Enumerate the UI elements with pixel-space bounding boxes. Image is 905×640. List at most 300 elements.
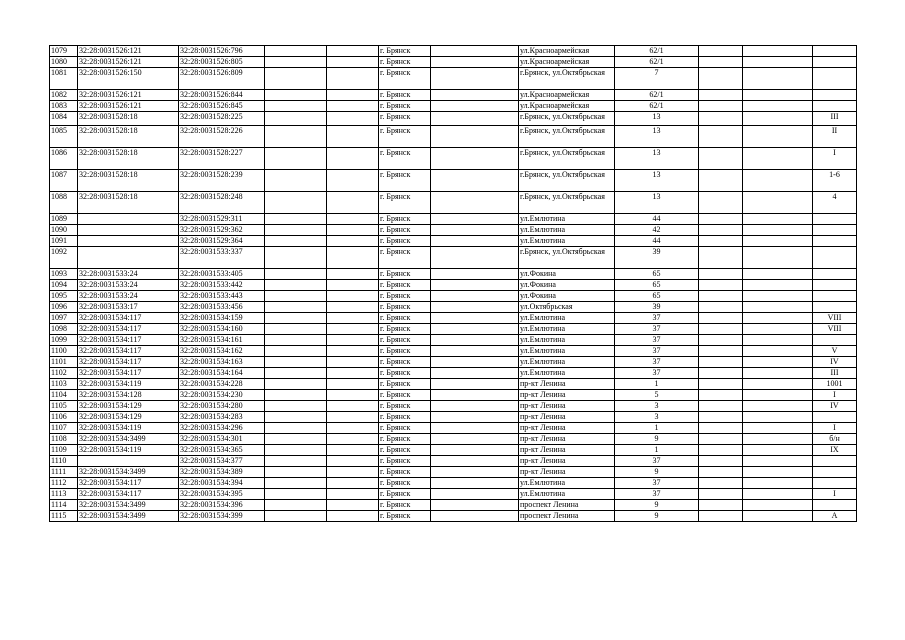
table-cell: 32:28:0031533:24: [78, 280, 179, 291]
table-row: [50, 434, 857, 445]
table-cell: [265, 90, 327, 101]
table-cell: [327, 357, 379, 368]
table-row: [50, 126, 857, 148]
table-cell: [699, 357, 743, 368]
table-cell: 32:28:0031528:248: [179, 192, 265, 214]
table-cell: г. Брянск: [379, 368, 431, 379]
table-cell: [431, 225, 519, 236]
table-cell: 1104: [50, 390, 78, 401]
table-cell: [265, 401, 327, 412]
table-cell: 1109: [50, 445, 78, 456]
table-cell: [813, 412, 857, 423]
table-cell: [327, 112, 379, 126]
table-cell: 32:28:0031526:121: [78, 101, 179, 112]
table-cell: [265, 456, 327, 467]
table-cell: [699, 489, 743, 500]
table-cell: [699, 170, 743, 192]
table-cell: 1086: [50, 148, 78, 170]
table-cell: [699, 478, 743, 489]
table-cell: пр-кт Ленина: [519, 445, 615, 456]
table-cell: 32:28:0031528:18: [78, 192, 179, 214]
table-cell: г. Брянск: [379, 456, 431, 467]
table-cell: 1107: [50, 423, 78, 434]
table-cell: [699, 423, 743, 434]
table-cell: 37: [615, 346, 699, 357]
table-cell: 1099: [50, 335, 78, 346]
table-cell: 37: [615, 335, 699, 346]
table-cell: [743, 247, 813, 269]
table-cell: [265, 280, 327, 291]
table-cell: 65: [615, 291, 699, 302]
table-cell: [327, 57, 379, 68]
table-cell: [743, 489, 813, 500]
table-cell: 1101: [50, 357, 78, 368]
table-cell: [265, 148, 327, 170]
table-cell: 37: [615, 324, 699, 335]
table-cell: 13: [615, 170, 699, 192]
table-cell: [327, 412, 379, 423]
table-cell: г. Брянск: [379, 445, 431, 456]
table-cell: [431, 423, 519, 434]
table-cell: 32:28:0031533:456: [179, 302, 265, 313]
table-cell: [265, 302, 327, 313]
table-cell: пр-кт Ленина: [519, 467, 615, 478]
table-cell: [431, 368, 519, 379]
table-cell: [699, 214, 743, 225]
table-cell: [813, 236, 857, 247]
table-cell: 1084: [50, 112, 78, 126]
table-cell: г. Брянск: [379, 379, 431, 390]
table-cell: г. Брянск: [379, 46, 431, 57]
table-cell: пр-кт Ленина: [519, 401, 615, 412]
table-cell: [78, 214, 179, 225]
table-cell: 32:28:0031526:805: [179, 57, 265, 68]
table-cell: [743, 478, 813, 489]
table-cell: 32:28:0031526:809: [179, 68, 265, 90]
table-cell: г. Брянск: [379, 390, 431, 401]
table-cell: 32:28:0031529:364: [179, 236, 265, 247]
table-cell: ул.Фокина: [519, 269, 615, 280]
table-cell: [743, 467, 813, 478]
table-cell: [699, 401, 743, 412]
table-cell: 1083: [50, 101, 78, 112]
table-cell: [431, 68, 519, 90]
table-cell: [699, 236, 743, 247]
table-cell: [265, 379, 327, 390]
table-cell: [265, 412, 327, 423]
table-cell: [265, 236, 327, 247]
table-cell: ул.Емлютина: [519, 346, 615, 357]
table-cell: 65: [615, 280, 699, 291]
table-cell: [327, 225, 379, 236]
table-cell: 39: [615, 302, 699, 313]
table-cell: I: [813, 390, 857, 401]
table-cell: 1080: [50, 57, 78, 68]
table-cell: IV: [813, 401, 857, 412]
table-cell: 37: [615, 478, 699, 489]
table-cell: [327, 324, 379, 335]
table-row: [50, 68, 857, 90]
table-cell: [743, 511, 813, 522]
table-cell: 32:28:0031534:280: [179, 401, 265, 412]
table-cell: 32:28:0031534:162: [179, 346, 265, 357]
table-cell: 1115: [50, 511, 78, 522]
table-cell: 32:28:0031526:796: [179, 46, 265, 57]
table-cell: [431, 126, 519, 148]
table-cell: [743, 445, 813, 456]
table-cell: [699, 192, 743, 214]
table-cell: 32:28:0031533:337: [179, 247, 265, 269]
table-cell: [265, 489, 327, 500]
table-cell: ул.Красноармейская: [519, 90, 615, 101]
table-cell: VIII: [813, 324, 857, 335]
table-cell: 32:28:0031526:121: [78, 57, 179, 68]
table-cell: 32:28:0031534:163: [179, 357, 265, 368]
table-cell: [743, 170, 813, 192]
table-cell: 32:28:0031528:18: [78, 112, 179, 126]
table-row: [50, 357, 857, 368]
table-cell: [431, 467, 519, 478]
table-cell: 62/1: [615, 90, 699, 101]
table-cell: ул.Фокина: [519, 291, 615, 302]
table-row: [50, 379, 857, 390]
table-cell: [813, 214, 857, 225]
table-cell: г.Брянск, ул.Октябрьская: [519, 126, 615, 148]
table-cell: 32:28:0031534:129: [78, 412, 179, 423]
table-cell: 39: [615, 247, 699, 269]
table-cell: 32:28:0031528:18: [78, 148, 179, 170]
table-cell: 37: [615, 456, 699, 467]
table-cell: [743, 346, 813, 357]
table-cell: [431, 214, 519, 225]
table-cell: [265, 357, 327, 368]
table-cell: 32:28:0031533:442: [179, 280, 265, 291]
table-cell: ул.Емлютина: [519, 335, 615, 346]
table-cell: 32:28:0031528:18: [78, 126, 179, 148]
table-cell: 32:28:0031534:159: [179, 313, 265, 324]
table-cell: пр-кт Ленина: [519, 456, 615, 467]
table-cell: 1103: [50, 379, 78, 390]
table-cell: г.Брянск, ул.Октябрьская: [519, 148, 615, 170]
table-cell: [813, 57, 857, 68]
table-cell: 1095: [50, 291, 78, 302]
table-row: [50, 57, 857, 68]
table-cell: пр-кт Ленина: [519, 434, 615, 445]
table-cell: 32:28:0031533:24: [78, 291, 179, 302]
table-cell: II: [813, 126, 857, 148]
table-cell: ул.Емлютина: [519, 357, 615, 368]
table-cell: 9: [615, 434, 699, 445]
table-cell: ул.Фокина: [519, 280, 615, 291]
table-row: [50, 302, 857, 313]
table-cell: 32:28:0031534:296: [179, 423, 265, 434]
table-cell: [743, 313, 813, 324]
table-cell: [743, 148, 813, 170]
table-cell: 1097: [50, 313, 78, 324]
table-cell: 32:28:0031534:377: [179, 456, 265, 467]
table-row: [50, 346, 857, 357]
table-row: [50, 112, 857, 126]
table-cell: [78, 225, 179, 236]
table-cell: [431, 247, 519, 269]
table-cell: 9: [615, 500, 699, 511]
table-cell: [431, 489, 519, 500]
table-cell: [699, 280, 743, 291]
table-cell: [265, 434, 327, 445]
table-cell: ул.Красноармейская: [519, 101, 615, 112]
table-cell: г.Брянск, ул.Октябрьская: [519, 170, 615, 192]
table-cell: 32:28:0031534:283: [179, 412, 265, 423]
table-cell: [743, 357, 813, 368]
table-cell: [265, 445, 327, 456]
table-cell: г.Брянск, ул.Октябрьская: [519, 112, 615, 126]
table-cell: 1094: [50, 280, 78, 291]
table-cell: г. Брянск: [379, 511, 431, 522]
table-cell: 32:28:0031533:443: [179, 291, 265, 302]
table-cell: [265, 291, 327, 302]
table-cell: [743, 302, 813, 313]
table-cell: [327, 90, 379, 101]
table-cell: 1: [615, 423, 699, 434]
table-cell: 32:28:0031534:301: [179, 434, 265, 445]
table-cell: [327, 423, 379, 434]
table-cell: I: [813, 148, 857, 170]
table-cell: [431, 280, 519, 291]
table-cell: 32:28:0031533:24: [78, 269, 179, 280]
table-cell: 1001: [813, 379, 857, 390]
table-cell: [265, 269, 327, 280]
table-cell: 1085: [50, 126, 78, 148]
table-row: [50, 236, 857, 247]
table-cell: [78, 456, 179, 467]
table-cell: г. Брянск: [379, 68, 431, 90]
table-cell: [699, 324, 743, 335]
table-cell: 62/1: [615, 101, 699, 112]
table-cell: ул.Емлютина: [519, 225, 615, 236]
table-cell: 32:28:0031534:3499: [78, 434, 179, 445]
table-cell: 32:28:0031534:119: [78, 423, 179, 434]
table-cell: [327, 247, 379, 269]
table-cell: [431, 148, 519, 170]
table-cell: 3: [615, 401, 699, 412]
table-cell: 32:28:0031526:845: [179, 101, 265, 112]
table-cell: 1102: [50, 368, 78, 379]
table-cell: [265, 313, 327, 324]
table-cell: ул.Красноармейская: [519, 46, 615, 57]
table-cell: [743, 423, 813, 434]
table-cell: пр-кт Ленина: [519, 412, 615, 423]
table-cell: 65: [615, 269, 699, 280]
table-cell: [265, 57, 327, 68]
table-cell: 5: [615, 390, 699, 401]
table-cell: [327, 335, 379, 346]
table-cell: [813, 68, 857, 90]
table-cell: [327, 280, 379, 291]
table-cell: [743, 434, 813, 445]
table-cell: [813, 101, 857, 112]
table-cell: 37: [615, 313, 699, 324]
table-cell: ул.Емлютина: [519, 489, 615, 500]
table-cell: 1114: [50, 500, 78, 511]
table-cell: [327, 401, 379, 412]
table-cell: г. Брянск: [379, 478, 431, 489]
table-row: [50, 291, 857, 302]
table-cell: [327, 214, 379, 225]
table-row: [50, 335, 857, 346]
table-cell: г. Брянск: [379, 434, 431, 445]
table-cell: [699, 225, 743, 236]
table-cell: [813, 46, 857, 57]
table-cell: [743, 280, 813, 291]
table-cell: 1081: [50, 68, 78, 90]
table-cell: [265, 225, 327, 236]
table-cell: 1087: [50, 170, 78, 192]
table-cell: [265, 101, 327, 112]
table-cell: 32:28:0031534:117: [78, 324, 179, 335]
table-cell: [743, 401, 813, 412]
table-cell: г. Брянск: [379, 170, 431, 192]
table-cell: [699, 291, 743, 302]
table-cell: [265, 335, 327, 346]
table-row: [50, 445, 857, 456]
table-cell: [699, 57, 743, 68]
table-cell: 62/1: [615, 46, 699, 57]
table-cell: [431, 401, 519, 412]
table-row: [50, 214, 857, 225]
table-row: [50, 101, 857, 112]
table-cell: г. Брянск: [379, 489, 431, 500]
table-cell: 32:28:0031529:311: [179, 214, 265, 225]
table-cell: [265, 324, 327, 335]
table-cell: [431, 478, 519, 489]
table-cell: 1079: [50, 46, 78, 57]
table-cell: [265, 478, 327, 489]
table-cell: 32:28:0031526:150: [78, 68, 179, 90]
table-cell: 7: [615, 68, 699, 90]
table-cell: V: [813, 346, 857, 357]
table-cell: 1112: [50, 478, 78, 489]
table-cell: г. Брянск: [379, 148, 431, 170]
table-cell: г. Брянск: [379, 467, 431, 478]
table-cell: б/н: [813, 434, 857, 445]
table-cell: [327, 46, 379, 57]
table-row: [50, 280, 857, 291]
table-cell: [699, 148, 743, 170]
table-cell: [813, 478, 857, 489]
table-cell: [327, 101, 379, 112]
table-cell: ул.Емлютина: [519, 236, 615, 247]
table-cell: ул.Емлютина: [519, 324, 615, 335]
table-cell: [265, 368, 327, 379]
table-cell: [327, 390, 379, 401]
table-row: [50, 467, 857, 478]
table-row: [50, 46, 857, 57]
table-cell: 32:28:0031534:117: [78, 368, 179, 379]
table-cell: [78, 247, 179, 269]
table-cell: г. Брянск: [379, 280, 431, 291]
table-row: [50, 456, 857, 467]
table-cell: 1100: [50, 346, 78, 357]
table-cell: 32:28:0031534:117: [78, 489, 179, 500]
table-cell: 1089: [50, 214, 78, 225]
table-cell: [743, 112, 813, 126]
table-cell: [699, 68, 743, 90]
table-cell: 1106: [50, 412, 78, 423]
table-cell: [743, 101, 813, 112]
table-cell: [743, 269, 813, 280]
table-cell: [743, 90, 813, 101]
table-cell: пр-кт Ленина: [519, 423, 615, 434]
table-cell: [327, 269, 379, 280]
table-cell: г. Брянск: [379, 247, 431, 269]
table-cell: [743, 126, 813, 148]
table-cell: 3: [615, 412, 699, 423]
table-row: [50, 423, 857, 434]
table-cell: 1: [615, 445, 699, 456]
table-row: [50, 511, 857, 522]
table-cell: [743, 368, 813, 379]
table-cell: 1090: [50, 225, 78, 236]
table-cell: [699, 511, 743, 522]
table-cell: 62/1: [615, 57, 699, 68]
table-cell: г. Брянск: [379, 313, 431, 324]
table-cell: [431, 313, 519, 324]
table-cell: [431, 390, 519, 401]
table-cell: [743, 225, 813, 236]
cadastral-table: [49, 45, 857, 522]
table-cell: 13: [615, 126, 699, 148]
table-cell: [265, 500, 327, 511]
table-cell: [327, 379, 379, 390]
table-cell: г. Брянск: [379, 90, 431, 101]
table-cell: г. Брянск: [379, 423, 431, 434]
table-cell: 32:28:0031534:117: [78, 346, 179, 357]
table-cell: 32:28:0031534:228: [179, 379, 265, 390]
table-cell: [327, 434, 379, 445]
table-cell: [813, 225, 857, 236]
table-cell: 13: [615, 148, 699, 170]
table-cell: 1093: [50, 269, 78, 280]
table-cell: [743, 57, 813, 68]
table-cell: I: [813, 489, 857, 500]
table-cell: 32:28:0031534:395: [179, 489, 265, 500]
table-cell: 1088: [50, 192, 78, 214]
table-cell: 1108: [50, 434, 78, 445]
table-cell: [265, 46, 327, 57]
table-cell: [431, 57, 519, 68]
table-cell: 32:28:0031534:389: [179, 467, 265, 478]
table-cell: [813, 456, 857, 467]
table-cell: 32:28:0031528:225: [179, 112, 265, 126]
table-cell: г.Брянск, ул.Октябрьская: [519, 192, 615, 214]
table-cell: г. Брянск: [379, 214, 431, 225]
table-cell: ул.Емлютина: [519, 368, 615, 379]
table-cell: [699, 456, 743, 467]
table-cell: 13: [615, 192, 699, 214]
table-cell: [699, 313, 743, 324]
table-cell: [699, 101, 743, 112]
table-cell: 32:28:0031528:226: [179, 126, 265, 148]
table-cell: 32:28:0031534:117: [78, 478, 179, 489]
table-cell: [699, 467, 743, 478]
table-cell: 32:28:0031534:129: [78, 401, 179, 412]
table-cell: [699, 445, 743, 456]
table-cell: [431, 357, 519, 368]
table-cell: [813, 467, 857, 478]
table-cell: ул.Емлютина: [519, 214, 615, 225]
table-cell: [265, 423, 327, 434]
table-cell: IX: [813, 445, 857, 456]
